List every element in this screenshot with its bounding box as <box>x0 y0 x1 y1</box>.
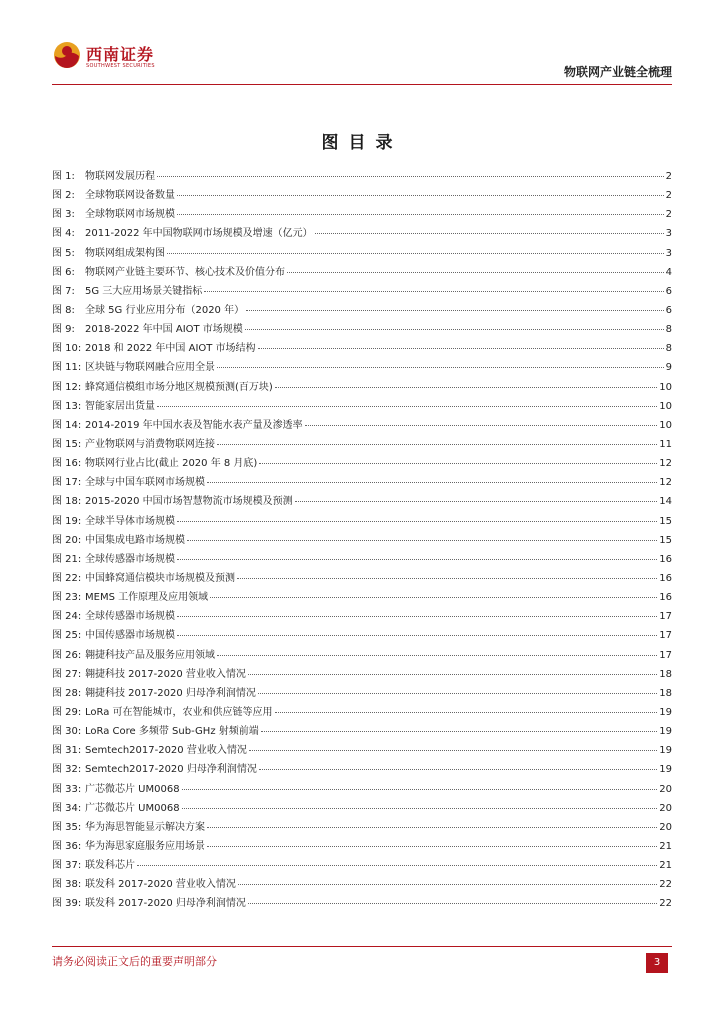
toc-entry-page: 16 <box>659 592 672 604</box>
toc-entry-title: 广芯微芯片 UM0068 <box>85 783 180 795</box>
toc-entry-number: 图 29: <box>52 706 82 718</box>
toc-entry-title: 中国蜂窝通信模块市场规模及预测 <box>85 572 235 584</box>
toc-entry[interactable] <box>52 703 672 722</box>
toc-entry-title: 华为海思家庭服务应用场景 <box>85 840 205 852</box>
toc-entry[interactable] <box>52 435 672 454</box>
toc-entry[interactable] <box>52 205 672 224</box>
toc-entry-number: 图 14: <box>52 419 82 431</box>
company-logo <box>52 40 162 76</box>
toc-entry[interactable] <box>52 416 672 435</box>
toc-entry-number: 图 27: <box>52 668 82 680</box>
toc-entry-title: 全球传感器市场规模 <box>85 553 175 565</box>
page-header <box>0 0 724 90</box>
toc-dot-leader <box>204 291 663 292</box>
toc-entry-title: 全球物联网市场规模 <box>85 209 175 221</box>
toc-entry-page: 2 <box>665 171 672 182</box>
toc-entry[interactable] <box>52 626 672 645</box>
toc-entry-number: 图 2: <box>52 190 75 202</box>
toc-entry[interactable] <box>52 684 672 703</box>
toc-entry-title: 中国传感器市场规模 <box>85 630 175 642</box>
toc-entry[interactable] <box>52 167 672 186</box>
toc-entry-number: 图 34: <box>52 802 82 814</box>
toc-entry-number: 图 28: <box>52 687 82 699</box>
toc-entry-page: 3 <box>665 247 672 259</box>
toc-entry-number: 图 10: <box>52 343 82 355</box>
toc-dot-leader <box>287 272 664 273</box>
toc-dot-leader <box>259 769 657 770</box>
toc-entry-page: 20 <box>659 802 672 814</box>
toc-entry-title: 联发科 2017-2020 营业收入情况 <box>85 879 236 891</box>
toc-entry-page: 2 <box>665 190 672 202</box>
toc-entry-title: 2018 和 2022 年中国 AIOT 市场结构 <box>85 343 256 355</box>
toc-dot-leader <box>258 693 657 694</box>
toc-entry[interactable] <box>52 799 672 818</box>
toc-entry-number: 图 38: <box>52 879 82 891</box>
page-number: 3 <box>646 953 668 973</box>
toc-dot-leader <box>177 635 657 636</box>
toc-dot-leader <box>177 195 664 196</box>
toc-entry-number: 图 16: <box>52 458 82 470</box>
toc-entry-page: 15 <box>659 534 672 546</box>
toc-dot-leader <box>177 214 664 215</box>
toc-dot-leader <box>305 425 658 426</box>
toc-entry-page: 20 <box>659 783 672 795</box>
toc-dot-leader <box>187 540 657 541</box>
toc-entry-page: 16 <box>659 572 672 584</box>
toc-entry-page: 10 <box>659 381 672 393</box>
toc-entry-title: 翱捷科技产品及服务应用领域 <box>85 649 215 661</box>
toc-entry-number: 图 22: <box>52 572 82 584</box>
toc-entry-number: 图 11: <box>52 362 82 374</box>
toc-dot-leader <box>261 731 658 732</box>
toc-entry-page: 18 <box>659 668 672 680</box>
toc-entry-title: 产业物联网与消费物联网连接 <box>85 438 215 450</box>
toc-entry[interactable] <box>52 780 672 799</box>
toc-dot-leader <box>238 884 657 885</box>
toc-dot-leader <box>248 674 657 675</box>
toc-entry-page: 16 <box>659 553 672 565</box>
toc-entry[interactable] <box>52 856 672 875</box>
toc-entry-title: 华为海思智能显示解决方案 <box>85 821 205 833</box>
toc-dot-leader <box>157 406 657 407</box>
toc-entry-number: 图 3: <box>52 209 75 221</box>
toc-entry-page: 21 <box>659 840 672 852</box>
toc-entry-page: 17 <box>659 611 672 623</box>
toc-dot-leader <box>177 616 657 617</box>
toc-dot-leader <box>137 865 657 866</box>
toc-entry[interactable] <box>52 473 672 492</box>
toc-entry[interactable] <box>52 301 672 320</box>
toc-entry-title: 区块链与物联网融合应用全景 <box>85 362 215 374</box>
logo-emblem-icon <box>52 40 82 70</box>
toc-entry-title: 联发科 2017-2020 归母净利润情况 <box>85 898 246 910</box>
toc-entry-number: 图 26: <box>52 649 82 661</box>
toc-entry[interactable] <box>52 531 672 550</box>
toc-dot-leader <box>248 903 657 904</box>
toc-entry-number: 图 35: <box>52 821 82 833</box>
toc-entry-title: Semtech2017-2020 归母净利润情况 <box>85 764 257 776</box>
toc-entry-title: 翱捷科技 2017-2020 归母净利润情况 <box>85 687 256 699</box>
toc-entry[interactable] <box>52 512 672 531</box>
toc-dot-leader <box>275 712 658 713</box>
toc-entry-number: 图 25: <box>52 630 82 642</box>
toc-entry-title: 2015-2020 中国市场智慧物流市场规模及预测 <box>85 496 293 508</box>
toc-entry-title: 全球与中国车联网市场规模 <box>85 477 205 489</box>
toc-entry-page: 6 <box>665 304 672 316</box>
toc-dot-leader <box>182 808 658 809</box>
toc-entry-page: 19 <box>659 764 672 776</box>
toc-entry-number: 图 20: <box>52 534 82 546</box>
toc-heading: 图目录 <box>321 133 403 153</box>
toc-entry-title: 全球物联网设备数量 <box>85 190 175 202</box>
toc-entry[interactable] <box>52 397 672 416</box>
toc-entry-title: 全球传感器市场规模 <box>85 611 175 623</box>
toc-entry[interactable] <box>52 339 672 358</box>
toc-dot-leader <box>217 367 664 368</box>
toc-entry[interactable] <box>52 358 672 377</box>
toc-dot-leader <box>182 789 658 790</box>
toc-dot-leader <box>217 655 657 656</box>
toc-entry[interactable] <box>52 875 672 894</box>
toc-entry-title: 物联网产业链主要环节、核心技术及价值分布 <box>85 266 285 278</box>
toc-entry-number: 图 8: <box>52 304 75 316</box>
toc-entry-title: 2018-2022 年中国 AIOT 市场规模 <box>85 324 243 336</box>
toc-entry-page: 12 <box>659 458 672 470</box>
toc-entry-number: 图 21: <box>52 553 82 565</box>
toc-entry-number: 图 15: <box>52 438 82 450</box>
toc-dot-leader <box>217 444 657 445</box>
toc-dot-leader <box>207 827 657 828</box>
toc-dot-leader <box>245 329 664 330</box>
toc-entry-page: 8 <box>665 324 672 336</box>
toc-entry-title: 物联网发展历程 <box>85 171 155 182</box>
toc-entry-title: LoRa Core 多频带 Sub-GHz 射频前端 <box>85 726 259 738</box>
toc-entry-page: 19 <box>659 726 672 738</box>
toc-entry[interactable] <box>52 894 672 913</box>
logo-text-en: SOUTHWEST SECURITIES <box>86 63 155 69</box>
figure-table-of-contents <box>52 167 672 913</box>
toc-entry-page: 14 <box>659 496 672 508</box>
toc-dot-leader <box>177 521 657 522</box>
logo-text-cn: 西南证券 <box>86 45 155 64</box>
toc-entry-page: 20 <box>659 821 672 833</box>
toc-entry-title: 物联网组成架构图 <box>85 247 165 259</box>
toc-entry[interactable] <box>52 837 672 856</box>
toc-entry-page: 10 <box>659 400 672 412</box>
toc-entry-number: 图 33: <box>52 783 82 795</box>
toc-entry-title: 中国集成电路市场规模 <box>85 534 185 546</box>
toc-entry-number: 图 1: <box>52 171 75 182</box>
toc-entry[interactable] <box>52 665 672 684</box>
toc-dot-leader <box>246 310 664 311</box>
toc-entry[interactable] <box>52 607 672 626</box>
toc-entry-page: 22 <box>659 898 672 910</box>
toc-dot-leader <box>259 463 657 464</box>
toc-entry-title: Semtech2017-2020 营业收入情况 <box>85 745 247 757</box>
toc-entry-title: 蜂窝通信模组市场分地区规模预测(百万块) <box>85 381 273 393</box>
toc-dot-leader <box>207 482 657 483</box>
toc-dot-leader <box>157 176 664 177</box>
toc-entry[interactable] <box>52 646 672 665</box>
toc-entry-page: 9 <box>665 362 672 374</box>
disclaimer-note: 请务必阅读正文后的重要声明部分 <box>52 955 217 968</box>
toc-entry-title: 智能家居出货量 <box>85 400 155 412</box>
toc-entry[interactable] <box>52 550 672 569</box>
toc-entry-title: 全球 5G 行业应用分布（2020 年） <box>85 304 245 316</box>
toc-entry-number: 图 18: <box>52 496 82 508</box>
toc-entry-number: 图 9: <box>52 324 75 336</box>
toc-entry-title: 联发科芯片 <box>85 860 135 872</box>
toc-entry-page: 18 <box>659 687 672 699</box>
toc-entry-number: 图 7: <box>52 285 75 297</box>
toc-dot-leader <box>275 387 657 388</box>
toc-entry-title: 2011-2022 年中国物联网市场规模及增速（亿元） <box>85 228 313 240</box>
toc-entry-page: 8 <box>665 343 672 355</box>
toc-entry[interactable] <box>52 454 672 473</box>
toc-entry-page: 17 <box>659 649 672 661</box>
toc-entry-page: 11 <box>659 438 672 450</box>
toc-entry-page: 15 <box>659 515 672 527</box>
toc-entry[interactable] <box>52 492 672 511</box>
toc-entry-page: 3 <box>665 228 672 240</box>
toc-dot-leader <box>295 501 658 502</box>
toc-entry-title: 2014-2019 年中国水表及智能水表产量及渗透率 <box>85 419 303 431</box>
toc-entry[interactable] <box>52 320 672 339</box>
toc-entry-page: 21 <box>659 860 672 872</box>
toc-entry-number: 图 12: <box>52 381 82 393</box>
toc-dot-leader <box>315 233 664 234</box>
toc-dot-leader <box>237 578 657 579</box>
toc-entry-number: 图 19: <box>52 515 82 527</box>
toc-entry-title: 全球半导体市场规模 <box>85 515 175 527</box>
toc-entry-number: 图 4: <box>52 228 75 240</box>
toc-entry[interactable] <box>52 186 672 205</box>
toc-entry-page: 10 <box>659 419 672 431</box>
toc-entry-number: 图 23: <box>52 592 82 604</box>
toc-entry-number: 图 30: <box>52 726 82 738</box>
toc-entry[interactable] <box>52 224 672 243</box>
toc-dot-leader <box>210 597 657 598</box>
toc-entry-number: 图 5: <box>52 247 75 259</box>
toc-entry-title: LoRa 可在智能城市，农业和供应链等应用 <box>85 706 273 718</box>
toc-entry-page: 22 <box>659 879 672 891</box>
toc-entry[interactable] <box>52 244 672 263</box>
toc-entry-number: 图 31: <box>52 745 82 757</box>
toc-entry-page: 2 <box>665 209 672 221</box>
toc-entry-page: 4 <box>665 266 672 278</box>
toc-entry-number: 图 39: <box>52 898 82 910</box>
toc-entry[interactable] <box>52 722 672 741</box>
toc-dot-leader <box>207 846 657 847</box>
toc-entry[interactable] <box>52 588 672 607</box>
toc-dot-leader <box>167 253 664 254</box>
toc-entry-title: MEMS 工作原理及应用领域 <box>85 592 209 604</box>
toc-entry-page: 19 <box>659 706 672 718</box>
toc-entry-page: 19 <box>659 745 672 757</box>
toc-entry-page: 17 <box>659 630 672 642</box>
toc-entry-page: 6 <box>665 285 672 297</box>
toc-entry[interactable] <box>52 378 672 397</box>
toc-entry[interactable] <box>52 263 672 282</box>
toc-entry-title: 广芯微芯片 UM0068 <box>85 802 180 814</box>
toc-entry-number: 图 36: <box>52 840 82 852</box>
document-title: 物联网产业链全梳理 <box>563 65 672 79</box>
toc-dot-leader <box>249 750 657 751</box>
toc-entry-number: 图 24: <box>52 611 82 623</box>
toc-entry[interactable] <box>52 760 672 779</box>
toc-entry[interactable] <box>52 741 672 760</box>
toc-entry-title: 5G 三大应用场景关键指标 <box>85 285 203 297</box>
toc-entry-title: 物联网行业占比(截止 2020 年 8 月底) <box>85 458 258 470</box>
toc-dot-leader <box>258 348 664 349</box>
toc-entry-number: 图 13: <box>52 400 82 412</box>
toc-entry-number: 图 32: <box>52 764 82 776</box>
toc-dot-leader <box>177 559 657 560</box>
toc-entry-number: 图 37: <box>52 860 82 872</box>
toc-entry-title: 翱捷科技 2017-2020 营业收入情况 <box>85 668 246 680</box>
footer-divider <box>52 946 672 947</box>
header-divider <box>52 84 672 85</box>
toc-entry[interactable] <box>52 569 672 588</box>
toc-entry[interactable] <box>52 818 672 837</box>
toc-entry-page: 12 <box>659 477 672 489</box>
toc-entry[interactable] <box>52 282 672 301</box>
toc-entry-number: 图 6: <box>52 266 75 278</box>
toc-entry-number: 图 17: <box>52 477 82 489</box>
